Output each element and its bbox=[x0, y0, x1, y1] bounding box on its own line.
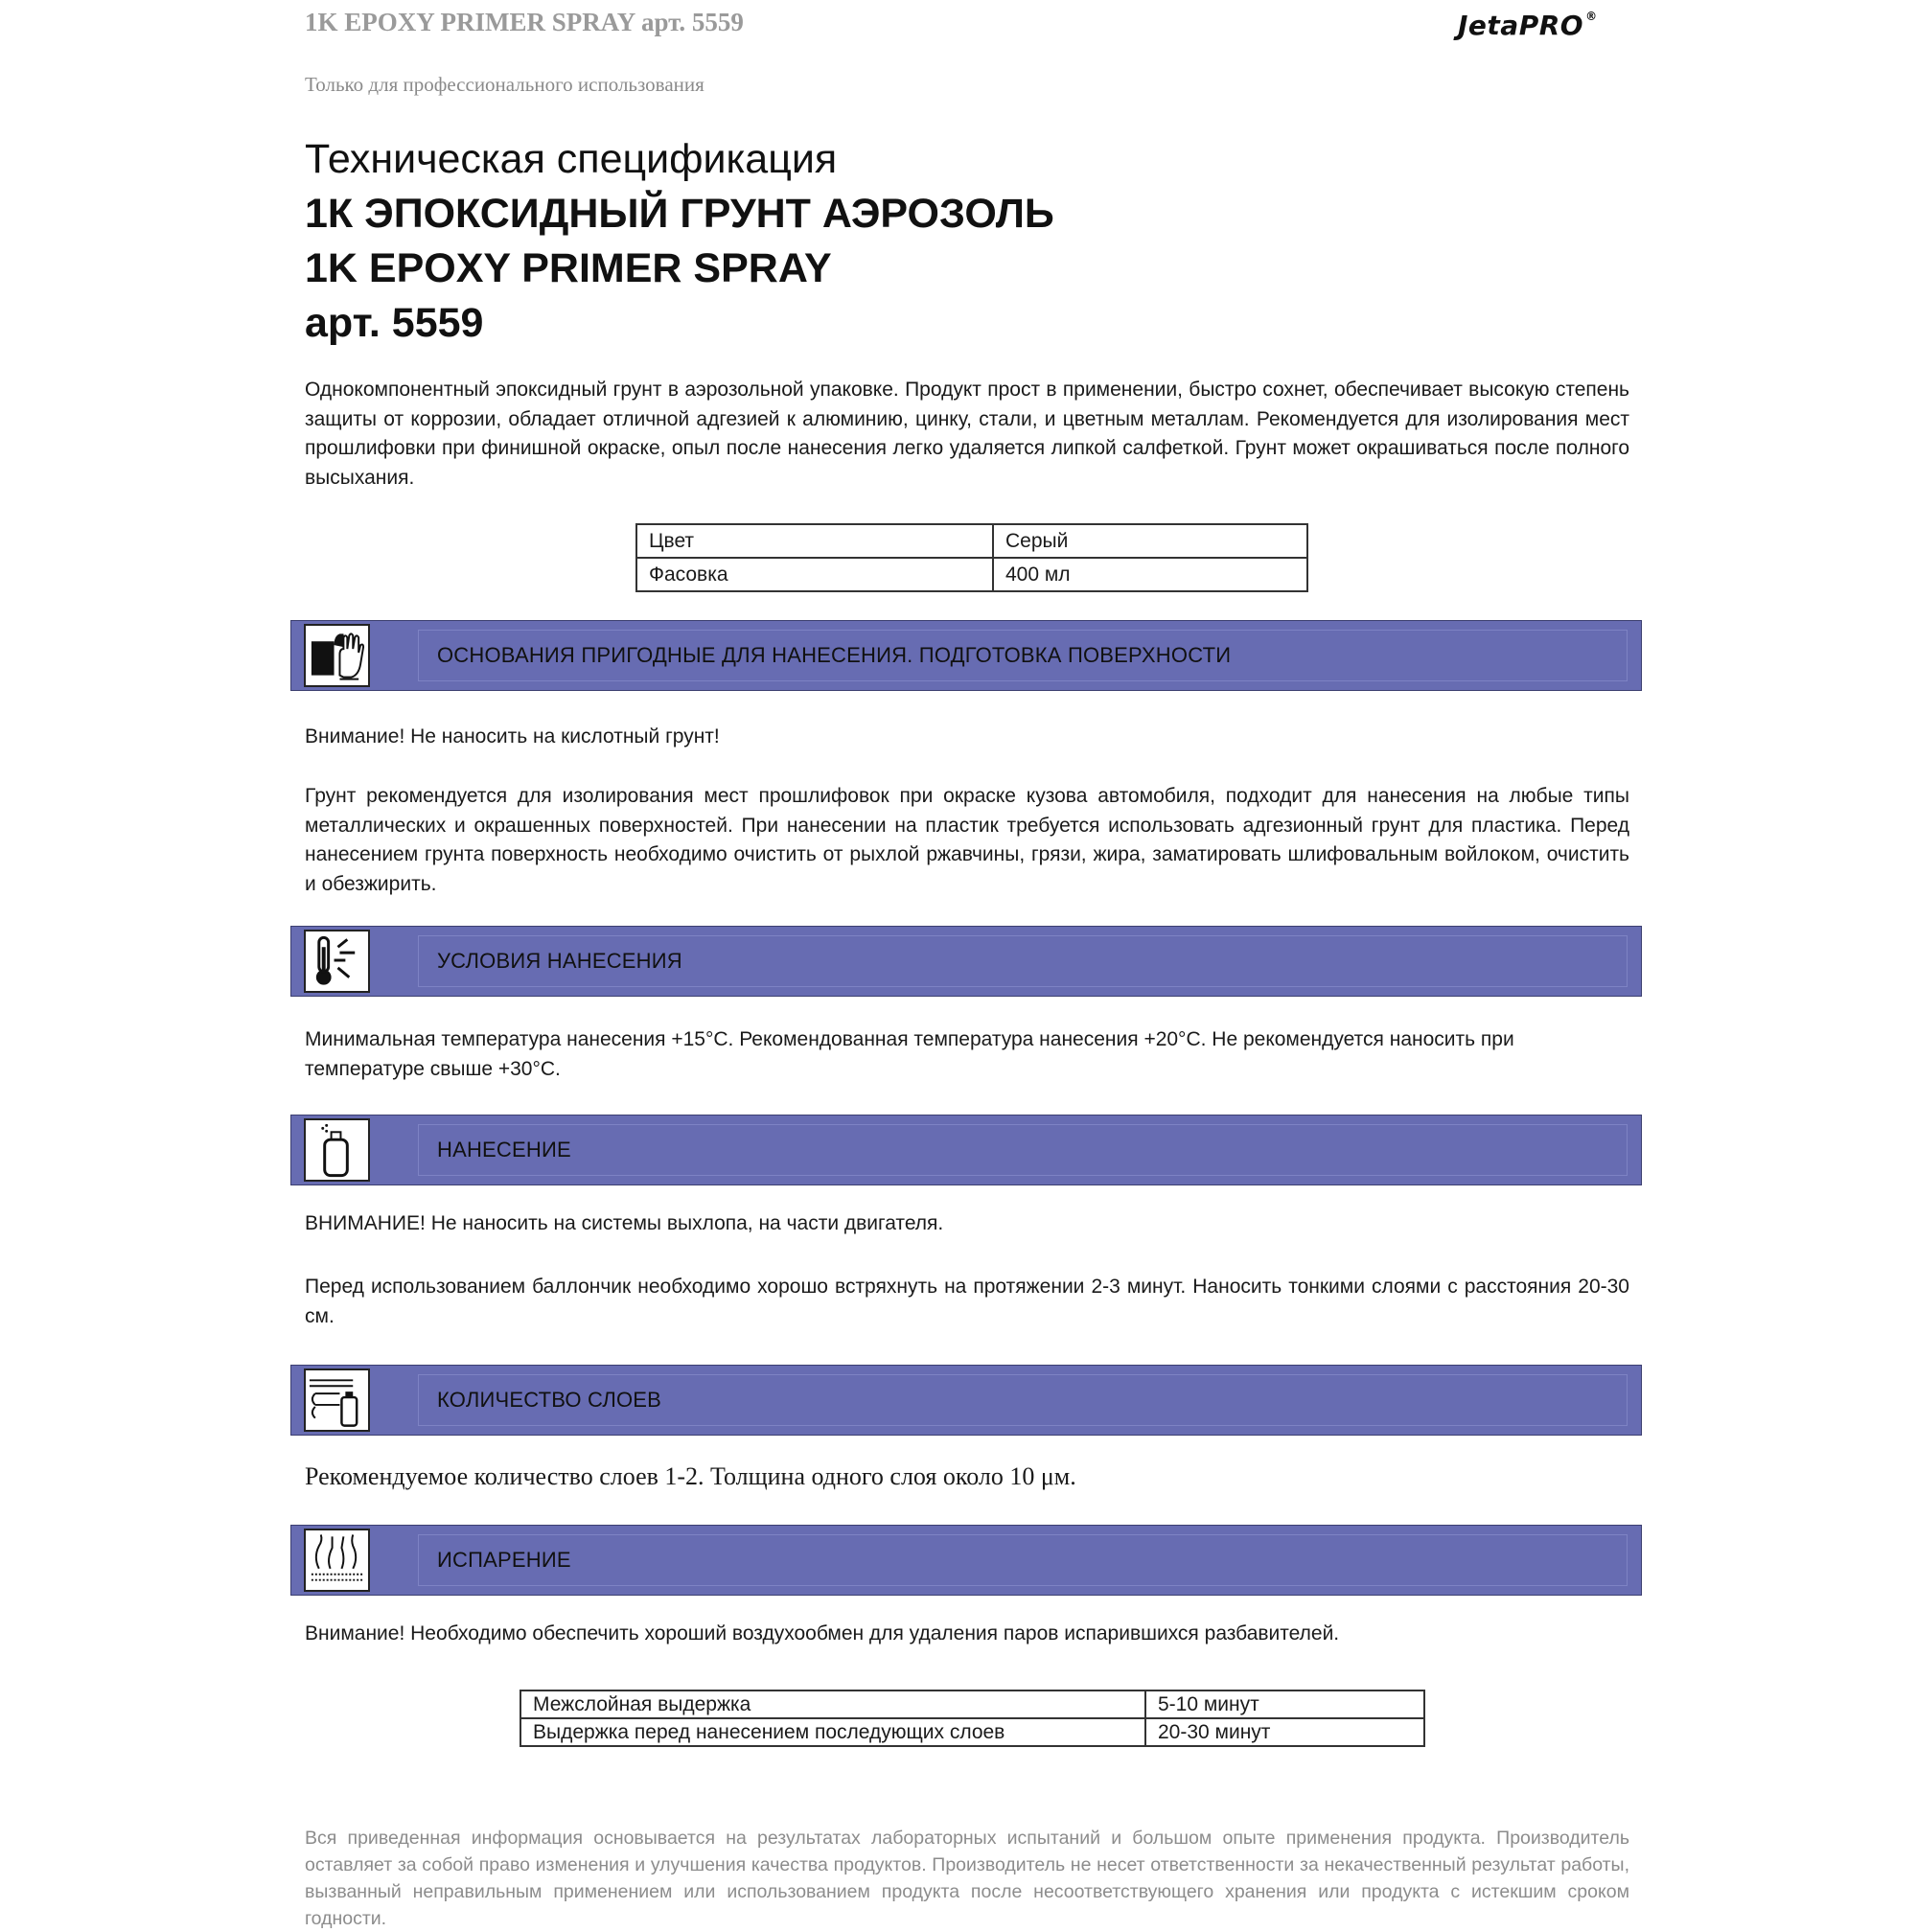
footer-disclaimer: Вся приведенная информация основывается на результатах лабораторных испытаний и большом опыте применения продукта. Производитель оставляет за собой право изменения и улучшения качества продуктов. Производитель не несет ответственности за некачественный результат работы, вызванный неправильным применением или использованием продукта после несоответствующего хранения или продукта с истекшим сроком годности. bbox=[305, 1828, 1629, 1929]
table-cell-value: Серый bbox=[993, 524, 1307, 558]
conditions-text: Минимальная температура нанесения +15°C. Рекомендованная температура нанесения +20°C. Не рекомендуется наносить при температуре свыше +30°C. bbox=[305, 1028, 1514, 1080]
application-text: Перед использованием баллончик необходимо хорошо встряхнуть на протяжении 2-3 минут. Наносить тонкими слоями с расстояния 20-30 см. bbox=[305, 1276, 1629, 1327]
intro-paragraph: Однокомпонентный эпоксидный грунт в аэрозольной упаковке. Продукт прост в применении, быстро сохнет, обеспечивает высокую степень защиты от коррозии, обладает отличной адгезией к алюминию, цинку, стали, и цветным металлам. Рекомендуется для изолирования мест прошлифовки при финишной окраске, опыл после нанесения легко удаляется липкой салфеткой. Грунт может окрашиваться после полного высыхания. bbox=[305, 379, 1629, 489]
section-layers-header bbox=[290, 1365, 1642, 1436]
document-title: 1K EPOXY PRIMER SPRAY арт. 5559 bbox=[305, 8, 744, 36]
product-name-en: 1K EPOXY PRIMER SPRAY bbox=[305, 245, 832, 291]
brand-logo bbox=[1458, 10, 1598, 41]
evaporation-icon bbox=[304, 1529, 370, 1592]
section-title: УСЛОВИЯ НАНЕСЕНИЯ bbox=[437, 949, 682, 973]
table-cell-value: 400 мл bbox=[993, 558, 1307, 591]
table-cell-label: Выдержка перед нанесением последующих слоев bbox=[520, 1718, 1145, 1746]
document-subtitle: Только для профессионального использования bbox=[305, 73, 704, 96]
table-cell-value: 20-30 минут bbox=[1145, 1718, 1424, 1746]
table-row bbox=[520, 1718, 1424, 1746]
table-row bbox=[636, 558, 1307, 591]
table-row bbox=[520, 1690, 1424, 1718]
section-evaporation-header bbox=[290, 1525, 1642, 1596]
table-cell-label: Межслойная выдержка bbox=[520, 1690, 1145, 1718]
spec-heading: Техническая спецификация bbox=[305, 136, 838, 182]
spray-layers-icon bbox=[304, 1368, 370, 1432]
surfaces-warning: Внимание! Не наносить на кислотный грунт! bbox=[305, 725, 720, 748]
properties-table bbox=[635, 523, 1308, 592]
application-warning: ВНИМАНИЕ! Не наносить на системы выхлопа, на части двигателя. bbox=[305, 1212, 944, 1234]
section-title: ОСНОВАНИЯ ПРИГОДНЫЕ ДЛЯ НАНЕСЕНИЯ. ПОДГОТОВКА ПОВЕРХНОСТИ bbox=[437, 643, 1232, 667]
table-cell-value: 5-10 минут bbox=[1145, 1690, 1424, 1718]
thermometer-icon bbox=[304, 930, 370, 993]
evaporation-warning: Внимание! Необходимо обеспечить хороший воздухообмен для удаления паров испарившихся разбавителей. bbox=[305, 1622, 1340, 1644]
spray-can-icon bbox=[304, 1118, 370, 1182]
section-conditions-header bbox=[290, 926, 1642, 997]
product-name-ru: 1К ЭПОКСИДНЫЙ ГРУНТ АЭРОЗОЛЬ bbox=[305, 191, 1054, 237]
surfaces-text: Грунт рекомендуется для изолирования мест прошлифовок при окраске кузова автомобиля, подходит для нанесения на любые типы металлических и окрашенных поверхностей. При нанесении на пластик требуется использовать адгезионный грунт для пластика. Перед нанесением грунта поверхность необходимо очистить от рыхлой ржавчины, грязи, жира, заматировать шлифовальным войлоком, очистить и обезжирить. bbox=[305, 785, 1629, 895]
times-table bbox=[520, 1690, 1425, 1747]
section-title: ИСПАРЕНИЕ bbox=[437, 1548, 571, 1572]
layers-text: Рекомендуемое количество слоев 1-2. Толщина одного слоя около 10 μм. bbox=[305, 1462, 1076, 1490]
logo-text: JetaPRO bbox=[1458, 10, 1584, 41]
section-surfaces-header bbox=[290, 620, 1642, 691]
section-title: НАНЕСЕНИЕ bbox=[437, 1138, 571, 1162]
section-title: КОЛИЧЕСТВО СЛОЕВ bbox=[437, 1388, 662, 1412]
article-number: арт. 5559 bbox=[305, 300, 484, 346]
section-application-header bbox=[290, 1115, 1642, 1185]
hand-protection-icon bbox=[304, 624, 370, 687]
table-row bbox=[636, 524, 1307, 558]
registered-mark: ® bbox=[1585, 10, 1598, 23]
table-cell-label: Цвет bbox=[636, 524, 993, 558]
table-cell-label: Фасовка bbox=[636, 558, 993, 591]
